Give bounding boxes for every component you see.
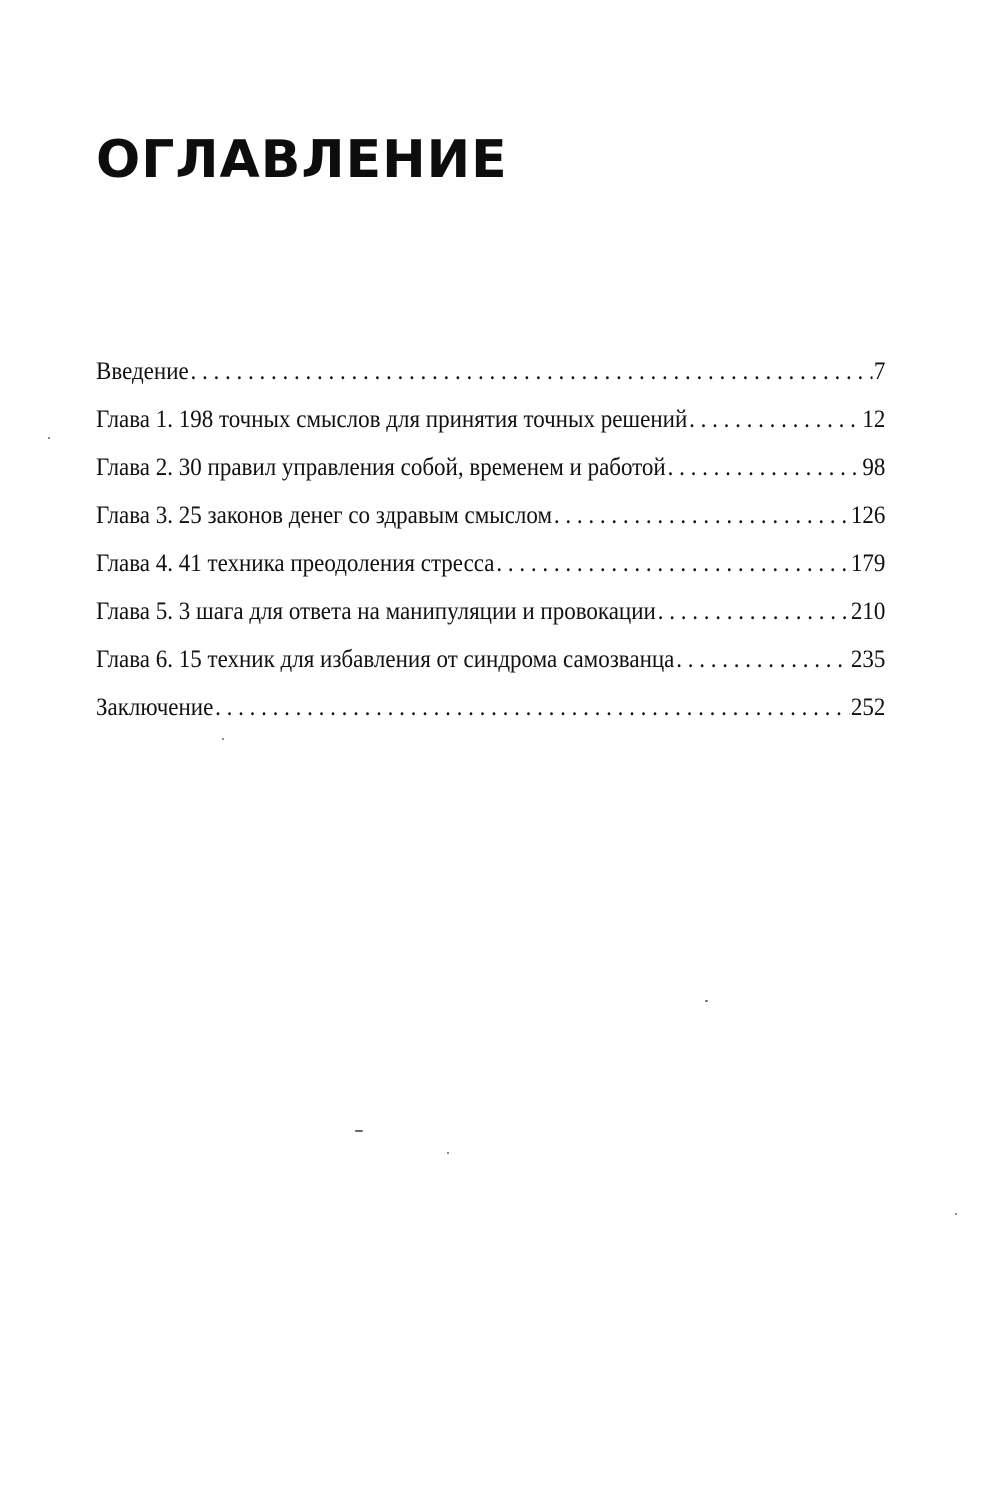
toc-entry-chapter-1 <box>96 404 885 452</box>
toc-entry-page-number: 210 <box>850 598 886 625</box>
toc-entry-chapter-5 <box>96 596 885 644</box>
toc-entry-page-number: 126 <box>850 502 886 529</box>
toc-entry-label: Заключение <box>96 694 214 721</box>
table-of-contents <box>96 356 886 740</box>
toc-entry-page-number: 252 <box>850 694 886 721</box>
toc-entry-label: Глава 3. 25 законов денег со здравым смыслом <box>96 502 553 529</box>
toc-entry-label: Глава 5. 3 шага для ответа на манипуляции и провокации <box>96 598 656 625</box>
page-title: ОГЛАВЛЕНИЕ <box>96 130 508 190</box>
toc-entry-introduction <box>96 356 885 404</box>
toc-entry-page-number: 98 <box>862 454 886 481</box>
dot-leader <box>191 356 872 388</box>
dot-leader <box>689 404 860 436</box>
scan-speck <box>705 1000 708 1002</box>
dot-leader <box>496 548 849 580</box>
scan-speck <box>48 437 50 439</box>
toc-entry-label: Глава 4. 41 техника преодоления стресса <box>96 550 495 577</box>
dot-leader <box>215 692 849 724</box>
toc-entry-label: Глава 2. 30 правил управления собой, временем и работой <box>96 454 666 481</box>
dot-leader <box>554 500 849 532</box>
toc-entry-chapter-6 <box>96 644 885 692</box>
toc-entry-label: Глава 6. 15 техник для избавления от синдрома самозванца <box>96 646 675 673</box>
toc-entry-conclusion <box>96 692 885 740</box>
toc-entry-label: Введение <box>96 358 189 385</box>
scan-speck <box>447 1152 449 1154</box>
toc-entry-page-number: 7 <box>873 358 886 385</box>
toc-entry-chapter-2 <box>96 452 885 500</box>
toc-entry-page-number: 235 <box>850 646 886 673</box>
dot-leader <box>668 452 861 484</box>
toc-entry-chapter-3 <box>96 500 885 548</box>
toc-entry-label: Глава 1. 198 точных смыслов для принятия точных решений <box>96 406 688 433</box>
scan-speck <box>222 738 224 740</box>
dot-leader <box>676 644 849 676</box>
toc-entry-page-number: 179 <box>850 550 886 577</box>
scan-speck <box>955 1213 957 1215</box>
scan-speck <box>355 1130 363 1132</box>
toc-entry-page-number: 12 <box>862 406 886 433</box>
toc-entry-chapter-4 <box>96 548 885 596</box>
dot-leader <box>658 596 849 628</box>
